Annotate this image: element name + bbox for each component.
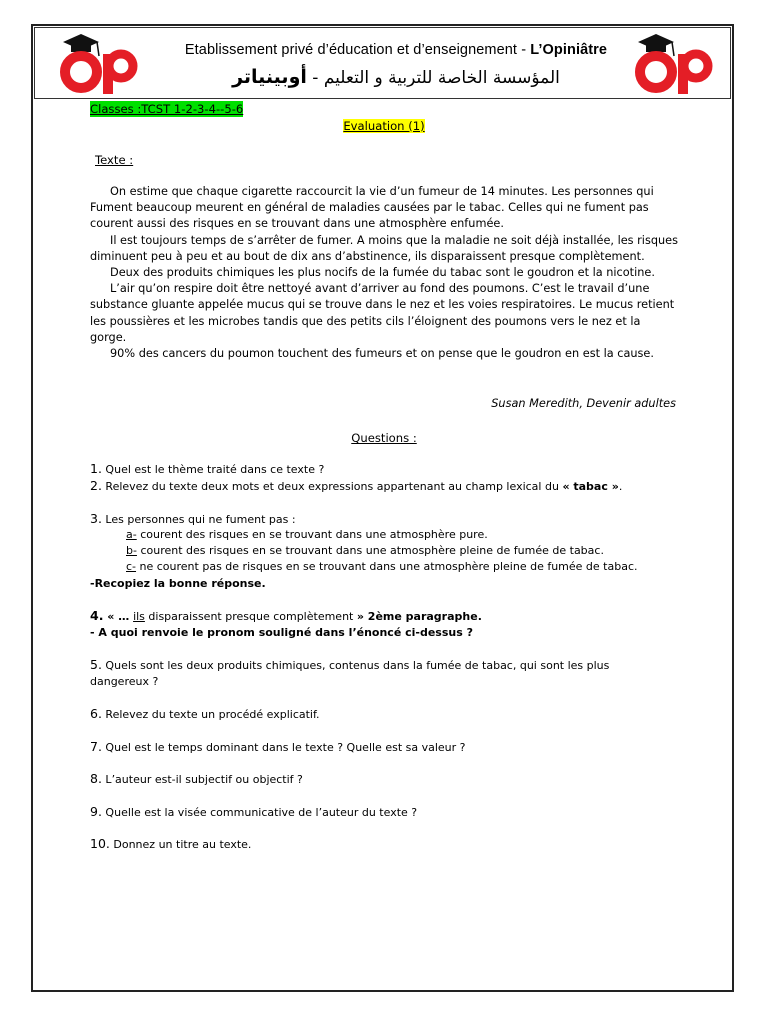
question-7: 7. Quel est le temps dominant dans le texte ? Quelle est sa valeur ?: [90, 739, 466, 754]
evaluation-title: [0, 118, 768, 134]
question-3-option-c: c- ne courent pas de risques en se trouvant dans une atmosphère pleine de fumée de tabac.: [126, 560, 638, 573]
question-2: 2. Relevez du texte deux mots et deux expressions appartenant au champ lexical du « tabac ».: [90, 478, 623, 493]
question-3-instruction: -Recopiez la bonne réponse.: [90, 577, 266, 590]
header-banner: [34, 27, 731, 99]
source-citation: Susan Meredith, Devenir adultes: [491, 397, 676, 410]
question-3-option-b: b- courent des risques en se trouvant dans une atmosphère pleine de fumée de tabac.: [126, 544, 604, 557]
header-french-prefix: Etablissement privé d’éducation et d’enseignement -: [184, 42, 531, 58]
question-9: 9. Quelle est la visée communicative de l’auteur du texte ?: [90, 804, 418, 819]
paragraph-1: On estime que chaque cigarette raccourcit la vie d’un fumeur de 14 minutes. Les personnes qui Fument beaucoup meurent en général de maladies causées par le tabac. Celles qui ne fument pas courent aussi des risques en se trouvant dans une atmosphère enfumée.: [90, 185, 654, 231]
header-french-line: [161, 42, 631, 58]
evaluation-title-text: Evaluation (1): [343, 119, 425, 133]
texte-heading: Texte :: [95, 153, 134, 167]
question-6: 6. Relevez du texte un procédé explicatif.: [90, 706, 320, 721]
paragraph-4: L’air qu’on respire doit être nettoyé avant d’arriver au fond des poumons. C’est le travail d’une substance gluante appelée mucus qui se trouve dans le nez et les voies respiratoires. Le mucus retient les poussières et les microbes tandis que des petits cils l’éloignent des poumons vers le nez et la gorge.: [90, 282, 675, 344]
question-8: 8. L’auteur est-il subjectif ou objectif ?: [90, 771, 303, 786]
logo-op-left: [41, 32, 149, 96]
text-body: [90, 184, 680, 362]
question-5-line-2: dangereux ?: [90, 675, 159, 688]
logo-op-right: [616, 32, 724, 96]
question-4: 4. « … ils disparaissent presque complètement » 2ème paragraphe.: [90, 608, 482, 623]
question-4-line-2: - A quoi renvoie le pronom souligné dans l’énoncé ci-dessus ?: [90, 626, 473, 639]
question-10: 10. Donnez un titre au texte.: [90, 836, 252, 851]
header-arabic-brand: أوبينياتر: [232, 66, 307, 88]
questions-heading: Questions :: [351, 431, 417, 445]
question-3: 3. Les personnes qui ne fument pas :: [90, 511, 296, 526]
classes-label: Classes :TCST 1-2-3-4--5-6: [90, 102, 244, 116]
question-3-option-a: a- courent des risques en se trouvant dans une atmosphère pure.: [126, 528, 488, 541]
paragraph-2: Il est toujours temps de s’arrêter de fumer. A moins que la maladie ne soit déjà installée, les risques diminuent peu à peu et au bout de dix ans d’abstinence, ils disparaissent presque complètement.: [90, 233, 678, 263]
question-1: 1. Quel est le thème traité dans ce texte ?: [90, 461, 325, 476]
header-french-brand: L’Opiniâtre: [530, 42, 608, 58]
paragraph-5: 90% des cancers du poumon touchent des fumeurs et on pense que le goudron en est la cause.: [110, 347, 654, 361]
question-5: 5. Quels sont les deux produits chimiques, contenus dans la fumée de tabac, qui sont les plus: [90, 657, 610, 672]
paragraph-3: Deux des produits chimiques les plus nocifs de la fumée du tabac sont le goudron et la nicotine.: [110, 266, 655, 280]
header-arabic-line: [161, 66, 631, 88]
header-arabic-text: المؤسسة الخاصة للتربية و التعليم -: [306, 68, 560, 88]
